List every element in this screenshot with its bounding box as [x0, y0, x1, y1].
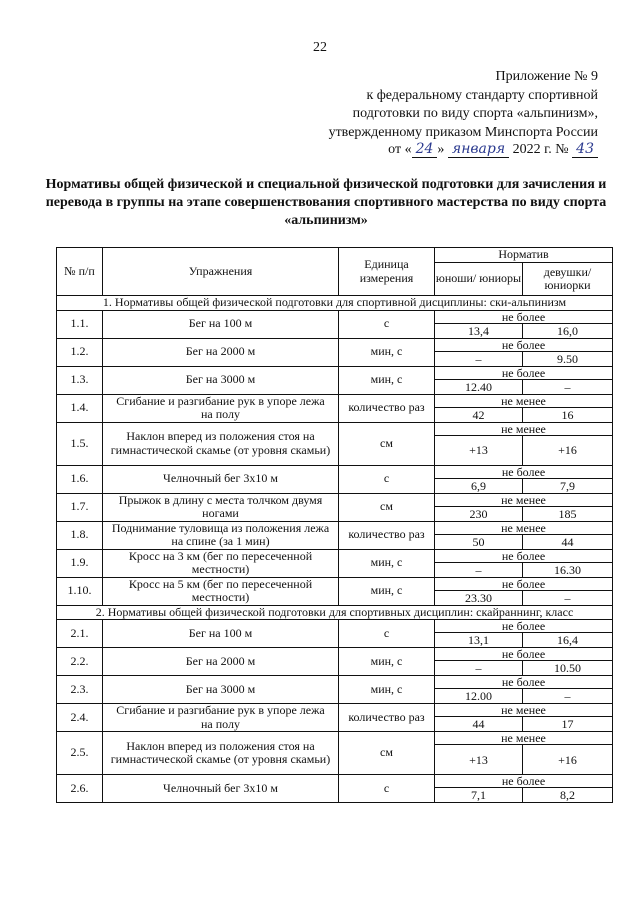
row-boys-value: 44 [435, 717, 523, 732]
row-unit: с [339, 620, 435, 648]
row-girls-value: +16 [523, 435, 613, 465]
row-condition: не менее [435, 704, 613, 717]
row-unit: мин, с [339, 549, 435, 577]
table-row [57, 493, 613, 506]
row-girls-value: 185 [523, 506, 613, 521]
header-num: № п/п [57, 248, 103, 296]
row-exercise: Сгибание и разгибание рук в упоре лежа на полу [103, 704, 339, 732]
header-norm: Норматив [435, 248, 613, 263]
row-number: 2.3. [57, 676, 103, 704]
row-condition: не менее [435, 521, 613, 534]
row-girls-value: 8,2 [523, 788, 613, 803]
row-number: 1.9. [57, 549, 103, 577]
year-text: 2022 г. № [512, 142, 569, 157]
row-exercise: Бег на 3000 м [103, 676, 339, 704]
section-row-2 [57, 605, 613, 620]
row-exercise: Сгибание и разгибание рук в упоре лежа на полу [103, 394, 339, 422]
table-row [57, 704, 613, 717]
row-boys-value: 13,1 [435, 633, 523, 648]
row-exercise: Бег на 100 м [103, 310, 339, 338]
page-number: 22 [313, 40, 327, 55]
row-exercise: Челночный бег 3х10 м [103, 465, 339, 493]
row-unit: с [339, 465, 435, 493]
row-girls-value: 16.30 [523, 562, 613, 577]
section-title: 1. Нормативы общей физической подготовки для спортивной дисциплины: ски-альпинизм [57, 296, 613, 311]
annex-line-2: подготовки по виду спорта «альпинизм», [352, 106, 598, 121]
table-row [57, 465, 613, 478]
row-condition: не менее [435, 732, 613, 745]
row-girls-value: – [523, 590, 613, 605]
row-unit: мин, с [339, 648, 435, 676]
row-condition: не менее [435, 493, 613, 506]
row-boys-value: 42 [435, 407, 523, 422]
annex-line-1: к федеральному стандарту спортивной [366, 87, 598, 103]
row-number: 1.8. [57, 521, 103, 549]
table-row [57, 648, 613, 661]
header-unit: Единица измерения [339, 248, 435, 296]
row-number: 1.10. [57, 577, 103, 605]
row-exercise: Поднимание туловища из положения лежа на спине (за 1 мин) [103, 521, 339, 549]
table-row [57, 422, 613, 435]
row-exercise: Наклон вперед из положения стоя на гимнастической скамье (от уровня скамьи) [103, 732, 339, 775]
section-title: 2. Нормативы общей физической подготовки для спортивных дисциплин: скайраннинг, класс [57, 605, 613, 620]
row-boys-value: 6,9 [435, 478, 523, 493]
header-boys: юноши/ юниоры [435, 263, 523, 296]
row-condition: не более [435, 310, 613, 323]
row-girls-value: 44 [523, 534, 613, 549]
row-girls-value: 16 [523, 407, 613, 422]
row-condition: не более [435, 775, 613, 788]
table-row [57, 775, 613, 788]
row-condition: не более [435, 338, 613, 351]
header-girls: девушки/ юниорки [523, 263, 613, 296]
row-exercise: Бег на 2000 м [103, 338, 339, 366]
row-unit: мин, с [339, 577, 435, 605]
table-row [57, 366, 613, 379]
row-girls-value: +16 [523, 745, 613, 775]
row-condition: не более [435, 577, 613, 590]
row-boys-value: – [435, 661, 523, 676]
row-boys-value: 230 [435, 506, 523, 521]
row-unit: с [339, 775, 435, 803]
row-unit: см [339, 732, 435, 775]
table-row [57, 577, 613, 590]
row-exercise: Челночный бег 3х10 м [103, 775, 339, 803]
row-boys-value: +13 [435, 745, 523, 775]
table-header-row [57, 248, 613, 263]
header-exercise: Упражнения [103, 248, 339, 296]
row-number: 1.1. [57, 310, 103, 338]
date-prefix: от « [388, 142, 412, 157]
document-heading: Нормативы общей физической и специальной физической подготовки для зачисления и перевода в группы на этапе совершенствования спортивного мастерства по виду спорта «альпинизм» [45, 177, 607, 228]
table-row [57, 521, 613, 534]
row-boys-value: 23.30 [435, 590, 523, 605]
row-number: 1.7. [57, 493, 103, 521]
row-girls-value: – [523, 689, 613, 704]
row-condition: не более [435, 465, 613, 478]
handwritten-day: 24 [412, 142, 438, 158]
row-condition: не более [435, 676, 613, 689]
row-boys-value: – [435, 562, 523, 577]
row-girls-value: 16,4 [523, 633, 613, 648]
row-unit: количество раз [339, 704, 435, 732]
row-unit: мин, с [339, 676, 435, 704]
annex-line-3: утвержденному приказом Минспорта России [328, 124, 598, 140]
row-boys-value: 13,4 [435, 323, 523, 338]
row-boys-value: 7,1 [435, 788, 523, 803]
row-exercise: Кросс на 5 км (бег по пересеченной местности) [103, 577, 339, 605]
row-boys-value: – [435, 351, 523, 366]
row-unit: количество раз [339, 521, 435, 549]
row-exercise: Кросс на 3 км (бег по пересеченной местности) [103, 549, 339, 577]
row-condition: не более [435, 549, 613, 562]
row-exercise: Бег на 2000 м [103, 648, 339, 676]
row-girls-value: – [523, 379, 613, 394]
row-number: 1.5. [57, 422, 103, 465]
row-boys-value: +13 [435, 435, 523, 465]
row-number: 1.3. [57, 366, 103, 394]
handwritten-order-number: 43 [572, 142, 598, 158]
row-condition: не более [435, 366, 613, 379]
row-number: 1.6. [57, 465, 103, 493]
row-exercise: Бег на 100 м [103, 620, 339, 648]
row-exercise: Прыжок в длину с места толчком двумя ногами [103, 493, 339, 521]
row-unit: с [339, 310, 435, 338]
row-unit: см [339, 493, 435, 521]
row-boys-value: 12.00 [435, 689, 523, 704]
row-number: 1.4. [57, 394, 103, 422]
row-condition: не более [435, 620, 613, 633]
row-girls-value: 7,9 [523, 478, 613, 493]
row-unit: см [339, 422, 435, 465]
date-mid: » [437, 142, 445, 157]
row-girls-value: 16,0 [523, 323, 613, 338]
row-number: 1.2. [57, 338, 103, 366]
standards-table [56, 247, 613, 803]
table-row [57, 549, 613, 562]
table-row [57, 620, 613, 633]
table-row [57, 676, 613, 689]
row-number: 2.4. [57, 704, 103, 732]
handwritten-month: января [448, 142, 509, 158]
row-condition: не менее [435, 422, 613, 435]
row-condition: не менее [435, 394, 613, 407]
row-boys-value: 12.40 [435, 379, 523, 394]
row-unit: количество раз [339, 394, 435, 422]
row-girls-value: 10.50 [523, 661, 613, 676]
row-boys-value: 50 [435, 534, 523, 549]
table-row [57, 338, 613, 351]
row-condition: не более [435, 648, 613, 661]
row-number: 2.5. [57, 732, 103, 775]
section-row-1 [57, 296, 613, 311]
row-girls-value: 9.50 [523, 351, 613, 366]
annex-date-line [388, 142, 598, 158]
row-number: 2.6. [57, 775, 103, 803]
row-number: 2.1. [57, 620, 103, 648]
annex-title: Приложение № 9 [495, 69, 598, 84]
row-unit: мин, с [339, 338, 435, 366]
table-row [57, 310, 613, 323]
table-row [57, 394, 613, 407]
row-number: 2.2. [57, 648, 103, 676]
row-exercise: Наклон вперед из положения стоя на гимнастической скамье (от уровня скамьи) [103, 422, 339, 465]
row-exercise: Бег на 3000 м [103, 366, 339, 394]
row-girls-value: 17 [523, 717, 613, 732]
row-unit: мин, с [339, 366, 435, 394]
table-row [57, 732, 613, 745]
